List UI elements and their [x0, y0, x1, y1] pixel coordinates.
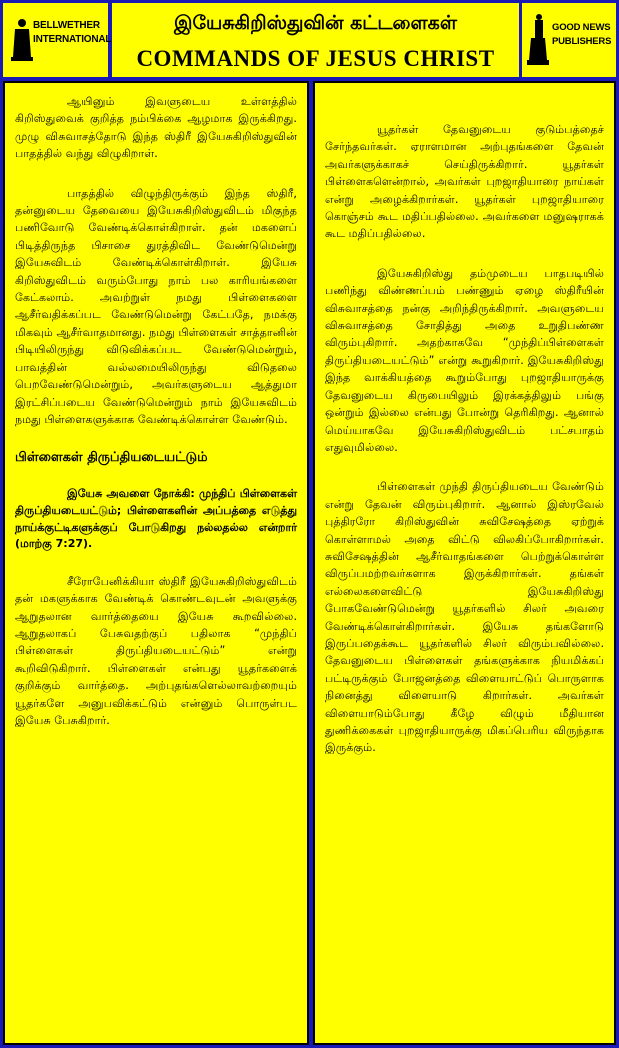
logo-left-line-1: BELLWETHER [33, 20, 100, 31]
right-paragraph-1: யூதர்கள் தேவனுடைய குடும்பத்தைச் சேர்ந்தவர்கள். ஏராளமான அற்புதங்களை தேவன் அவர்களுக்காகச் செய்திருக்கிறார். யூதர்கள் பிள்ளைகளென்றால், அவர்கள் புறஜாதியாரை நாய்கள் என்று அழைக்கிறார்கள். யூதர்கள் புறஜாதியாரை கொஞ்சம் கூட மதிப்பதில்லை. அவர்களை மனுஷராகக் கூட மதிப்பதில்லை. [325, 123, 604, 241]
section-subheading: பிள்ளைகள் திருப்தியடையட்டும் [15, 450, 208, 466]
left-paragraph-1: ஆயினும் இவளுடைய உள்ளத்தில் கிறிஸ்துவைக் குறித்த நம்பிக்கை ஆழமாக இருக்கிறது. முழு விசுவாசத்தோடு இந்த ஸ்திரீ இயேசுகிறிஸ்துவின் பாதத்தில் வந்து விழுகிறாள். [15, 95, 297, 161]
title-banner [112, 3, 519, 77]
right-paragraph-3: பிள்ளைகள் முந்தி திருப்தியடைய வேண்டும் என்று தேவன் விரும்புகிறார். ஆனால் இஸ்ரவேல் புத்திரரோ கிறிஸ்துவின் சுவிசேஷத்தை ஏற்றுக் கொள்ளாமல் அதை விட்டு விலகிப்போகிறார்கள். சுவிசேஷத்தின் ஆசீர்வாதங்களை பெற்றுக்கொள்ள விருப்பமற்றவர்களாக இருக்கிறார்கள். தங்கள் எல்லைகளைவிட்டு இயேசுகிறிஸ்து போகவேண்டுமென்று யூதர்களில் சிலர் அவரை வேண்டிக்கொள்கிறார்கள். இயேசு தங்களோடு இருப்பதைக்கூட யூதர்களில் சிலர் விரும்பவில்லை. தேவனுடைய பிள்ளைகள் தங்களுக்காக நியமிக்கப் பட்டிருக்கும் போஜனத்தை விளையாட்டுப் பொருளாக நினைத்து விளையாடு கிறார்கள். அவர்கள் விளையாடும்போது கீழே விழும் மீதியான துணிக்கைகள் புறஜாதியாருக்கு மிகப்பெரிய விருந்தாக இருக்கும். [325, 480, 604, 755]
logo-left-line-2: INTERNATIONAL [33, 34, 112, 45]
scripture-quote: இயேசு அவளை நோக்கி: முந்திப் பிள்ளைகள் திருப்தியடையட்டும்; பிள்ளைகளின் அப்பத்தை எடுத்து நாய்க்குட்டிகளுக்குப் போடுகிறது நல்லதல்ல என்றார் (மாற்கு 7:27). [15, 487, 297, 551]
right-column [313, 81, 616, 1045]
good-news-publishers-logo [522, 3, 616, 77]
page-title-tamil: இயேசுகிறிஸ்துவின் கட்டளைகள் [174, 12, 457, 34]
bellwether-figure-icon [9, 15, 35, 65]
logo-right-line-2: PUBLISHERS [552, 36, 612, 47]
page-title-english: COMMANDS OF JESUS CHRIST [136, 46, 495, 71]
publisher-figure-icon [525, 12, 551, 68]
left-paragraph-2: பாதத்தில் விழுந்திருக்கும் இந்த ஸ்திரீ, தன்னுடைய தேவையை இயேசுகிறிஸ்துவிடம் மிகுந்த பணிவோடு வேண்டிக்கொள்கிறாள். தன் மகளைப் பிடித்திருந்த பிசாசை துரத்திவிட வேண்டுமென்று இயேசுவிடம் வேண்டிக்கொள்கிறாள். இயேசு கிறிஸ்துவிடம் வரும்போது நாம் பல காரியங்களை கேட்கலாம். அவற்றுள் நமது பிள்ளைகளை ஆசீர்வதிக்கப்பட வேண்டுமென்று கேட்பதே, நமக்கு மிகவும் ஆசீர்வாதமானது. நமது பிள்ளைகள் சாத்தானின் பிடியிலிருந்து விடுவிக்கப்பட வேண்டுமென்றும், பாவத்தின் வல்லமையிலிருந்து விடுதலை பெறவேண்டுமென்றும், அவர்களுடைய ஆத்துமா இரட்சிப்படைய வேண்டுமென்றும் நாம் இயேசுவிடம் நமது பிள்ளைகளுக்காக வேண்டிக்கொள்ள வேண்டும். [15, 186, 297, 426]
logo-right-line-1: GOOD NEWS [552, 22, 611, 33]
left-column [3, 81, 309, 1045]
left-paragraph-closing: சீரோபேனிக்கியா ஸ்திரீ இயேசுகிறிஸ்துவிடம் தன் மகளுக்காக வேண்டிக் கொண்டவுடன் அவளுக்கு ஆறுதலான வார்த்தையை இயேசு கூறவில்லை. ஆறுதலாகப் பேசுவதற்குப் பதிலாக “முந்திப் பிள்ளைகள் திருப்தியடையட்டும்” என்று கூறிவிடுகிறார். பிள்ளைகள் என்பது யூதர்களைக் குறிக்கும் வார்த்தை. அற்புதங்களெல்லாவற்றையும் யூதர்களே அனுபவிக்கட்டும் என்னும் பொருள்பட இயேசு பேசுகிறார். [15, 574, 297, 727]
right-paragraph-2: இயேசுகிறிஸ்து தம்முடைய பாதபடியில் பணிந்து விண்ணப்பம் பண்ணும் ஏழை ஸ்திரீயின் விசுவாசத்தை நன்கு அறிந்திருக்கிறார். அவளுடைய விசுவாசத்தை சோதித்து அதை உறுதிபண்ண விரும்புகிறார். அதற்காகவே “முந்திப்பிள்ளைகள் திருப்தியடையட்டும்” என்று கூறுகிறார். இயேசுகிறிஸ்து இந்த வாக்கியத்தை கூறும்போது புறஜாதியாருக்கு தேவனுடைய கிருபையிலும் இரக்கத்திலும் பங்கு ஒன்றும் இல்லை என்பது போன்று தெரிகிறது. ஆனால் மெய்யாகவே இயேசுகிறிஸ்துவிடம் பட்சபாதம் எதுவுமில்லை. [325, 266, 604, 454]
bellwether-logo [3, 3, 112, 77]
